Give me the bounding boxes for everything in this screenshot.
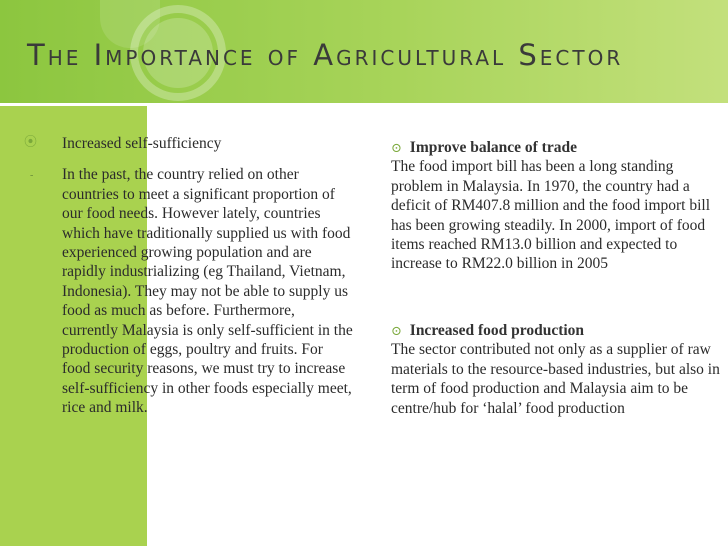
circle-dot-icon: ⊙ xyxy=(391,140,402,155)
trade-block xyxy=(391,138,726,274)
production-block xyxy=(391,321,726,418)
left-body: In the past, the country relied on other countries to meet a significant proportion of our food needs. However lately, countries which have traditionally supplied us with food experienced growing population and are rapidly industrializing (eg Thailand, Vietnam, Indonesia). They may not be able to supply us food as much as before. Furthermore, currently Malaysia is only self-sufficient in the production of eggs, poultry and fruits. For food security reasons, we must try to increase self-sufficiency in other foods especially meet, rice and milk. xyxy=(62,166,353,417)
title-divider xyxy=(0,103,728,106)
left-heading: Increased self-sufficiency xyxy=(62,135,222,152)
trade-heading: Improve balance of trade xyxy=(409,139,577,156)
circle-dot-icon: ⊙ xyxy=(391,323,402,338)
slide-title: The Importance of Agricultural Sector xyxy=(27,38,624,72)
production-heading: Increased food production xyxy=(409,322,585,339)
left-body-row xyxy=(24,165,354,417)
circle-dot-icon: ⦿ xyxy=(24,134,38,149)
trade-heading-row xyxy=(391,138,726,157)
left-heading-row xyxy=(24,134,354,153)
sub-bullet-icon: - xyxy=(30,170,34,182)
production-heading-row xyxy=(391,321,726,340)
production-body: The sector contributed not only as a supplier of raw materials to the resource-based industries, but also in term of food production and Malaysia aim to be centre/hub for ‘halal’ food production xyxy=(391,341,720,417)
trade-body: The food import bill has been a long standing problem in Malaysia. In 1970, the country had a deficit of RM407.8 million and the food import bill has been growing steadily. In 2000, import of food items reached RM13.0 billion and expected to increase to RM22.0 billion in 2005 xyxy=(391,158,711,273)
left-column xyxy=(24,134,354,418)
